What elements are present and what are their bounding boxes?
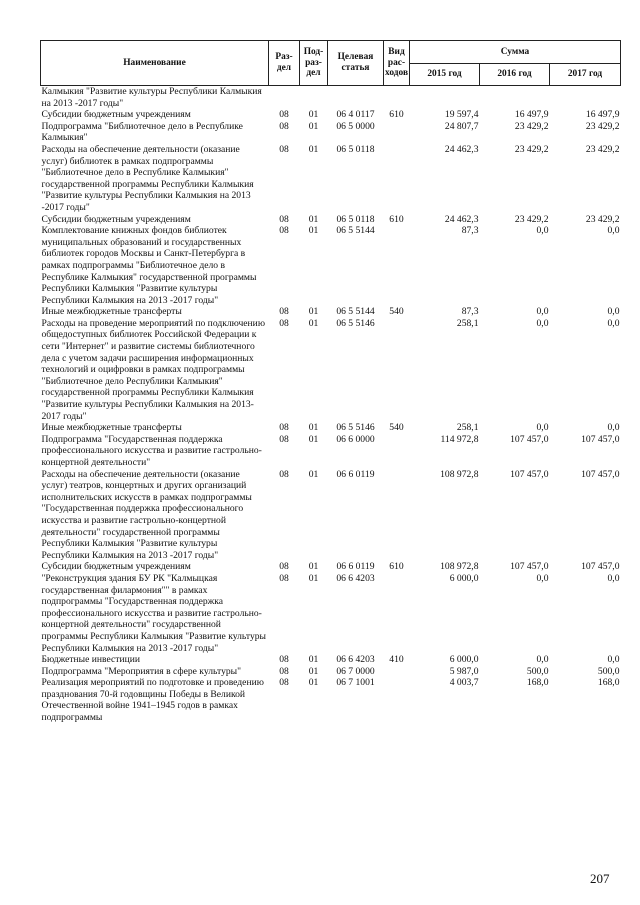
row-razdel: 08 [279,422,289,434]
row-name: Расходы на обеспечение деятельности (оказание услуг) театров, концертных и других организаций исполнительских искусств в рамках подпрограммы "Государственная поддержка профессионального искусства и развитие гастрольно-концертной деятельности" государственной программы Республики Калмыкия "Развитие культуры Республики Калмыкия на 2013 -2017 годы" [41,468,252,561]
row-razdel: 08 [279,225,289,237]
row-vid: 610 [389,561,404,573]
row-sum-2017: 107 457,0 [581,433,620,445]
table-row [41,109,621,121]
header-statya: Целевая статья [328,41,384,86]
row-sum-2016: 0,0 [536,225,549,237]
row-name: Подпрограмма "Мероприятия в сфере культуры" [41,665,242,677]
row-podrazdel: 01 [308,306,319,318]
row-name: Подпрограмма "Библиотечное дело в Республике Калмыкия" [41,120,243,144]
row-podrazdel: 01 [308,561,319,573]
row-sum-2017: 23 429,2 [585,213,620,225]
row-vid [384,121,410,144]
row-sum-2015: 6 000,0 [449,572,479,584]
row-statya: 06 6 0119 [336,561,375,573]
row-name: Иные межбюджетные трансферты [41,422,182,434]
row-vid [384,318,410,422]
table-body [41,86,621,724]
row-sum-2017: 0,0 [607,654,620,666]
row-razdel: 08 [279,120,289,132]
row-name: Субсидии бюджетным учреждениям [41,109,191,121]
table-row [41,225,621,306]
row-sum-2015: 24 462,3 [444,213,479,225]
row-sum-2016 [480,86,550,110]
row-sum-2015: 6 000,0 [449,654,479,666]
row-sum-2017: 23 429,2 [585,143,620,155]
row-vid [384,225,410,306]
row-podrazdel: 01 [308,677,319,689]
row-podrazdel: 01 [308,422,319,434]
row-razdel: 08 [279,561,289,573]
row-razdel: 08 [279,213,289,225]
table-row [41,573,621,654]
budget-table [40,40,621,724]
row-razdel: 08 [279,433,289,445]
row-podrazdel: 01 [308,665,319,677]
row-sum-2017: 0,0 [607,422,620,434]
row-sum-2015: 258,1 [456,317,479,329]
row-sum-2015: 87,3 [461,306,479,318]
row-sum-2016: 168,0 [526,677,549,689]
row-name: Иные межбюджетные трансферты [41,306,182,318]
row-sum-2016: 107 457,0 [510,433,549,445]
header-year-2016: 2016 год [480,64,550,86]
row-name: Расходы на проведение мероприятий по подключению общедоступных библиотек Российской Федерации к сети "Интернет" и развитие системы библиотечного дела с учетом задачи расширения информационных технологий и оцифровки в рамках подпрограммы "Библиотечное дело Республики Калмыкия" государственной программы Республики Калмыкия "Развитие культуры Республики Калмыкия на 2013-2017 годы" [41,317,265,422]
row-sum-2016: 23 429,2 [514,143,549,155]
row-sum-2017: 107 457,0 [581,468,620,480]
row-sum-2017: 23 429,2 [585,120,620,132]
row-podrazdel: 01 [308,213,319,225]
row-sum-2017: 107 457,0 [581,561,620,573]
row-name: Подпрограмма "Государственная поддержка профессионального искусства и развитие гастрольно-концертной деятельности" [41,433,262,468]
row-sum-2017: 0,0 [607,317,620,329]
row-vid: 410 [389,654,404,666]
row-statya [328,86,384,110]
row-name: Реализация мероприятий по подготовке и проведению празднования 70-й годовщины Победы в Великой Отечественной войне 1941–1945 годов в рамках подпрограммы [41,677,264,724]
row-sum-2015: 24 462,3 [444,143,479,155]
row-sum-2016: 16 497,9 [514,109,549,121]
header-vid: Вид рас-ходов [384,41,410,86]
row-sum-2017: 0,0 [607,306,620,318]
document-page [40,40,620,724]
row-name: Расходы на обеспечение деятельности (оказание услуг) библиотек в рамках подпрограммы "Библиотечное дело в Республике Калмыкия" государственной программы Республики Калмыкия "Развитие культуры Республики Калмыкия на 2013 -2017 годы" [41,143,254,213]
row-razdel: 08 [279,109,289,121]
row-statya: 06 6 0000 [336,433,375,445]
row-sum-2016: 107 457,0 [510,561,549,573]
table-row [41,121,621,144]
row-vid [384,469,410,562]
row-vid [384,666,410,678]
table-row [41,422,621,434]
table-row [41,469,621,562]
row-sum-2017: 0,0 [607,572,620,584]
row-sum-2015: 5 987,0 [449,665,479,677]
row-sum-2015: 108 972,8 [440,561,479,573]
row-statya: 06 6 4203 [336,654,375,666]
row-podrazdel: 01 [308,143,319,155]
table-header [41,41,621,86]
header-year-2017: 2017 год [550,64,621,86]
row-razdel: 08 [279,468,289,480]
row-sum-2015: 258,1 [456,422,479,434]
row-statya: 06 5 0000 [336,120,375,132]
row-vid [384,677,410,723]
table-row [41,666,621,678]
row-sum-2016: 23 429,2 [514,120,549,132]
row-sum-2015: 19 597,4 [444,109,479,121]
table-row [41,654,621,666]
row-razdel: 08 [279,143,289,155]
row-sum-2015 [410,86,480,110]
row-sum-2015: 114 972,8 [440,433,479,445]
row-razdel: 08 [279,306,289,318]
row-razdel: 08 [279,677,289,689]
row-podrazdel [300,86,328,110]
header-name: Наименование [41,41,269,86]
row-razdel: 08 [279,572,289,584]
header-year-2015: 2015 год [410,64,480,86]
table-row [41,318,621,422]
table-row [41,677,621,723]
row-name: Субсидии бюджетным учреждениям [41,561,191,573]
table-row [41,306,621,318]
header-razdel: Раз-дел [269,41,300,86]
row-vid: 540 [389,422,404,434]
row-sum-2016: 0,0 [536,572,549,584]
row-name: Калмыкия "Развитие культуры Республики Калмыкия на 2013 -2017 годы" [41,86,262,109]
row-statya: 06 5 5144 [336,225,375,237]
row-statya: 06 6 4203 [336,572,375,584]
row-vid [384,144,410,214]
row-name: Комплектование книжных фондов библиотек муниципальных образований и государственных библиотек городов Москвы и Санкт-Петербурга в рамках подпрограммы "Библиотечное дело в Республике Калмыкия" государственной программы Республики Калмыкия "Развитие культуры Республики Калмыкия на 2013 -2017 годы" [41,225,257,306]
row-sum-2016: 500,0 [526,665,549,677]
row-statya: 06 4 0117 [336,109,375,121]
row-razdel: 08 [279,665,289,677]
row-podrazdel: 01 [308,317,319,329]
row-razdel: 08 [279,654,289,666]
header-podrazdel: Под-раз-дел [300,41,328,86]
row-vid: 540 [389,306,404,318]
row-statya: 06 5 5146 [336,422,375,434]
row-sum-2017: 500,0 [597,665,620,677]
row-statya: 06 5 0118 [336,143,375,155]
row-vid [384,434,410,469]
row-vid [384,573,410,654]
row-name: Бюджетные инвестиции [41,654,140,666]
row-sum-2017: 0,0 [607,225,620,237]
table-row [41,86,621,110]
row-sum-2016: 23 429,2 [514,213,549,225]
row-sum-2015: 4 003,7 [449,677,479,689]
row-podrazdel: 01 [308,109,319,121]
page-number: 207 [590,871,610,886]
row-sum-2016: 0,0 [536,306,549,318]
row-podrazdel: 01 [308,120,319,132]
table-row [41,434,621,469]
row-vid [384,86,410,110]
row-sum-2016: 0,0 [536,317,549,329]
row-name: Субсидии бюджетным учреждениям [41,213,191,225]
row-podrazdel: 01 [308,468,319,480]
row-statya: 06 5 5144 [336,306,375,318]
row-sum-2015: 24 807,7 [444,120,479,132]
row-name: "Реконструкция здания БУ РК "Калмыцкая государственная филармония"" в рамках подпрограммы "Государственная поддержка профессионального искусства и развитие гастрольно-концертной деятельности" государственной программы Республики Калмыкия "Развитие культуры Республики Калмыкия на 2013 -2017 годы" [41,572,267,654]
row-podrazdel: 01 [308,572,319,584]
row-sum-2017: 168,0 [597,677,620,689]
table-row [41,144,621,214]
row-razdel: 08 [279,317,289,329]
row-statya: 06 5 0118 [336,213,375,225]
row-sum-2016: 107 457,0 [510,468,549,480]
row-statya: 06 7 1001 [336,677,375,689]
table-row [41,214,621,226]
row-podrazdel: 01 [308,225,319,237]
row-sum-2017 [550,86,621,110]
row-vid: 610 [389,109,404,121]
row-statya: 06 5 5146 [336,317,375,329]
row-podrazdel: 01 [308,654,319,666]
row-podrazdel: 01 [308,433,319,445]
header-summa: Сумма [410,41,621,64]
row-statya: 06 6 0119 [336,468,375,480]
row-sum-2015: 108 972,8 [440,468,479,480]
row-vid: 610 [389,213,404,225]
row-razdel [269,86,300,110]
row-sum-2017: 16 497,9 [585,109,620,121]
table-row [41,561,621,573]
row-sum-2015: 87,3 [461,225,479,237]
row-sum-2016: 0,0 [536,654,549,666]
row-statya: 06 7 0000 [336,665,375,677]
row-sum-2016: 0,0 [536,422,549,434]
